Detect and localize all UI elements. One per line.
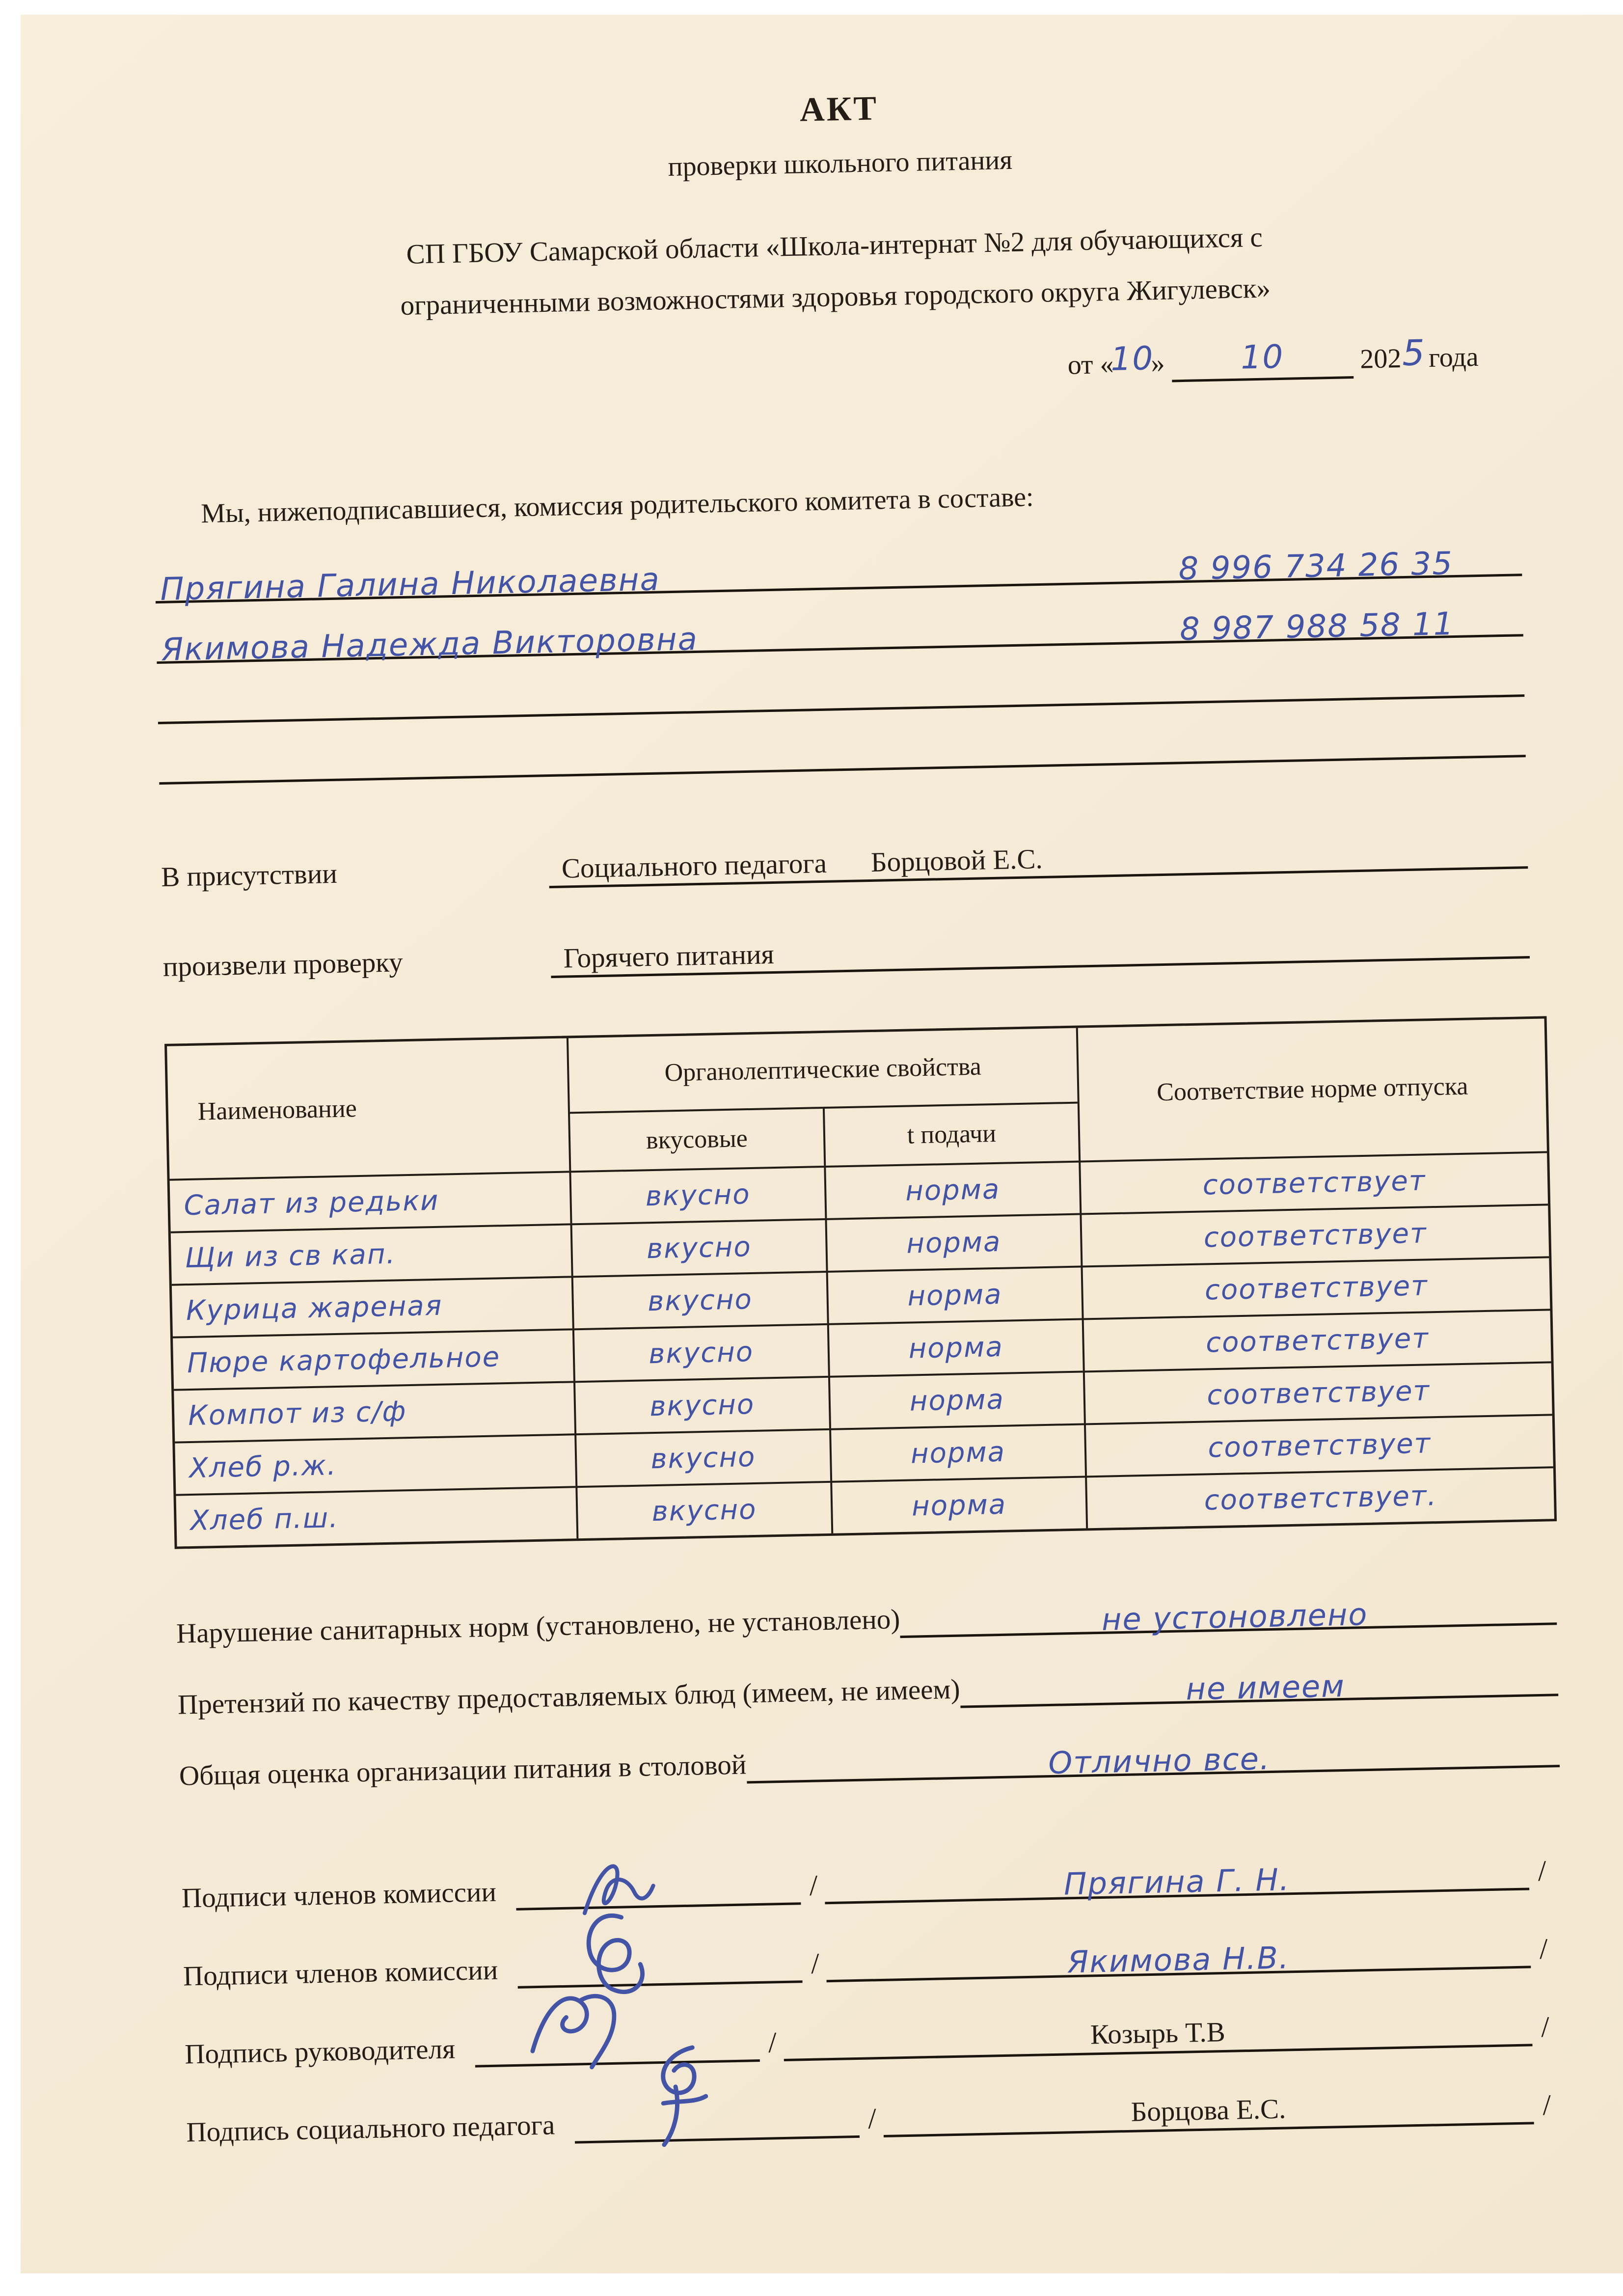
signature-row-pedagog (186, 2075, 1558, 2152)
signature-member2-label: Подписи членов комиссии (183, 1955, 498, 1992)
table-row2-temp (825, 1213, 1081, 1271)
table-row4-dish (173, 1329, 573, 1389)
signature-director-name-typed: Козырь Т.В (1090, 2017, 1226, 2050)
signature-member1-line (515, 1856, 801, 1911)
signature-member1-name-handwritten: Прягина Г. Н. (1063, 1861, 1291, 1902)
signature-pedagog-scribble (617, 2042, 747, 2157)
table-row5-norm (1083, 1362, 1552, 1423)
row7-temp-handwritten: норма (911, 1488, 1007, 1523)
row2-taste-handwritten: вкусно (646, 1231, 752, 1265)
findings-section (176, 1580, 1560, 1795)
member1-name-handwritten: Прягина Галина Николаевна (160, 561, 661, 608)
member1-phone-handwritten: 8 996 734 26 35 (1178, 546, 1454, 588)
date-quote-close: » (1150, 348, 1165, 379)
row4-dish-handwritten: Пюре картофельное (187, 1341, 501, 1380)
table-row6-taste (574, 1428, 830, 1486)
signature-row-member2 (183, 1918, 1555, 1995)
finding-claims-row (177, 1651, 1558, 1724)
col-header-temp: t подачи (823, 1102, 1079, 1166)
col-header-name: Наименование (197, 1094, 357, 1126)
signature-member2-slash1: / (811, 1947, 820, 1980)
row6-dish-handwritten: Хлеб р.ж. (189, 1449, 337, 1485)
finding-sanitary-row (176, 1580, 1557, 1653)
signature-row-member1 (181, 1840, 1553, 1917)
signature-member2-name-line (825, 1919, 1531, 1983)
row3-taste-handwritten: вкусно (647, 1284, 753, 1318)
signature-member1-label: Подписи членов комиссии (181, 1877, 497, 1914)
school-name-line1: СП ГБОУ Самарской области «Школа-интернат №2 для обучающихся с (406, 221, 1263, 270)
table-row6-temp (829, 1423, 1085, 1481)
signature-member2-line (517, 1934, 803, 1989)
signature-row-director (184, 1996, 1556, 2074)
member2-phone-handwritten: 8 987 988 58 11 (1179, 606, 1455, 648)
row3-norm-handwritten: соответствует (1204, 1270, 1429, 1307)
row4-taste-handwritten: вкусно (648, 1336, 754, 1370)
table-row2-norm (1080, 1204, 1549, 1266)
member2-name-handwritten: Якимова Надежда Викторовна (161, 621, 699, 669)
row6-norm-handwritten: соответствует (1207, 1427, 1432, 1464)
row1-dish-handwritten: Салат из редьки (183, 1184, 440, 1222)
inspection-label: произвели проверку (162, 947, 404, 983)
document-subtitle: проверки школьного питания (667, 144, 1013, 182)
finding-claims-fill (959, 1651, 1558, 1708)
row2-dish-handwritten: Щи из св кап. (185, 1238, 396, 1275)
presence-label: В присутствии (161, 858, 338, 893)
signature-director-name-line (783, 1997, 1532, 2062)
signature-director-label: Подпись руководителя (184, 2033, 456, 2070)
inspection-fill-line (550, 916, 1530, 979)
table-row7-taste (575, 1481, 831, 1538)
presence-fill-line (548, 826, 1528, 889)
table-row6-dish (175, 1434, 575, 1494)
signature-pedagog-slash1: / (867, 2102, 877, 2135)
inspection-value: Горячего питания (563, 939, 775, 975)
table-row7-temp (830, 1476, 1086, 1533)
date-prefix: от « (1067, 349, 1114, 381)
signature-member1-slash2: / (1538, 1855, 1547, 1887)
table-row2-dish (171, 1224, 571, 1284)
commission-member-lines (155, 516, 1526, 785)
paper-sheet (21, 15, 1623, 2273)
table-row1-taste (569, 1166, 825, 1223)
signature-pedagog-label: Подпись социального педагога (186, 2109, 555, 2148)
finding-sanitary-fill (899, 1580, 1557, 1639)
signatures-section (181, 1840, 1558, 2152)
row6-temp-handwritten: норма (910, 1436, 1006, 1470)
finding-overall-label: Общая оценка организации питания в столовой (179, 1749, 747, 1792)
table-row1-norm (1079, 1151, 1548, 1213)
table-row3-dish (172, 1276, 572, 1337)
presence-role: Социального педагога (561, 848, 827, 885)
document-content (2, 0, 1623, 2289)
row4-norm-handwritten: соответствует (1205, 1322, 1430, 1359)
finding-sanitary-label: Нарушение санитарных норм (установлено, не установлено) (176, 1604, 900, 1650)
table-row2-taste (570, 1218, 826, 1276)
signature-pedagog-name-typed: Борцова Е.С. (1130, 2093, 1286, 2128)
table-row6-norm (1084, 1414, 1553, 1476)
row5-dish-handwritten: Компот из с/ф (188, 1395, 407, 1432)
row1-taste-handwritten: вкусно (645, 1178, 751, 1213)
row5-taste-handwritten: вкусно (649, 1389, 755, 1423)
table-row7-dish (176, 1486, 576, 1547)
col-header-organoleptic: Органолептические свойства (567, 1028, 1078, 1112)
table-row3-norm (1081, 1257, 1550, 1318)
row6-taste-handwritten: вкусно (650, 1441, 756, 1476)
row7-norm-handwritten: соответствует. (1204, 1480, 1437, 1517)
date-suffix: года (1428, 342, 1479, 374)
date-year-digit-handwritten: 5 (1402, 332, 1426, 374)
finding-claims-label: Претензий по качеству предоставляемых блюд (имеем, не имеем) (177, 1674, 961, 1721)
table-row4-taste (572, 1323, 828, 1381)
row4-temp-handwritten: норма (908, 1331, 1004, 1365)
row2-temp-handwritten: норма (906, 1226, 1002, 1260)
row7-taste-handwritten: вкусно (651, 1494, 757, 1528)
signature-member1-name-line (824, 1841, 1529, 1905)
table-row1-dish (170, 1171, 570, 1231)
table-row1-temp (824, 1161, 1080, 1218)
signature-director-slash1: / (768, 2026, 777, 2059)
table-row3-temp (826, 1266, 1082, 1323)
finding-overall-row (179, 1722, 1560, 1795)
presence-row (161, 826, 1528, 897)
finding-claims-value-handwritten: не имеем (1185, 1668, 1346, 1707)
finding-overall-fill (746, 1722, 1560, 1784)
finding-sanitary-value-handwritten: не устоновлено (1101, 1596, 1369, 1638)
table-row5-taste (573, 1376, 829, 1433)
finding-overall-value-handwritten: Отлично все. (1048, 1741, 1271, 1781)
presence-gap (827, 878, 871, 879)
col-header-norm: Соответствие норме отпуска (1076, 1019, 1547, 1161)
row5-norm-handwritten: соответствует (1206, 1375, 1431, 1412)
signature-member2-name-handwritten: Якимова Н.В. (1067, 1940, 1290, 1980)
row7-dish-handwritten: Хлеб п.ш. (189, 1502, 339, 1537)
school-name (153, 207, 1517, 336)
presence-person-name: Борцовой Е.С. (870, 844, 1043, 878)
table-row4-norm (1082, 1309, 1551, 1371)
food-inspection-table (164, 1016, 1557, 1549)
date-year-printed: 202 (1359, 343, 1402, 375)
signature-pedagog-name-line (882, 2075, 1534, 2138)
table-row5-dish (174, 1381, 574, 1442)
row1-temp-handwritten: норма (905, 1173, 1001, 1207)
row1-norm-handwritten: соответствует (1202, 1165, 1427, 1202)
signature-member1-slash1: / (809, 1869, 818, 1902)
document-title: АКТ (799, 89, 879, 129)
date-month-handwritten: 10 (1240, 338, 1285, 377)
school-name-line2: ограниченными возможностями здоровья городского округа Жигулевск» (400, 273, 1271, 321)
table-row3-taste (571, 1271, 827, 1328)
date-month-blank (1171, 339, 1354, 383)
signature-director-slash2: / (1541, 2011, 1550, 2044)
col-header-taste: вкусовые (568, 1107, 824, 1171)
signature-member2-slash2: / (1539, 1933, 1548, 1966)
commission-intro: Мы, нижеподписавшиеся, комиссия родительского комитета в составе: (200, 482, 1034, 529)
row3-temp-handwritten: норма (907, 1278, 1003, 1312)
table-row5-temp (828, 1371, 1084, 1428)
row3-dish-handwritten: Курица жареная (186, 1289, 443, 1327)
signature-pedagog-line (574, 2088, 860, 2144)
table-row4-temp (827, 1318, 1083, 1376)
date-line (151, 333, 1479, 403)
inspection-row (162, 916, 1530, 986)
signature-pedagog-slash2: / (1542, 2089, 1551, 2122)
date-day-handwritten: 10 (1110, 339, 1155, 379)
row2-norm-handwritten: соответствует (1203, 1217, 1428, 1254)
table-row7-norm (1085, 1467, 1554, 1529)
row5-temp-handwritten: норма (909, 1383, 1005, 1418)
